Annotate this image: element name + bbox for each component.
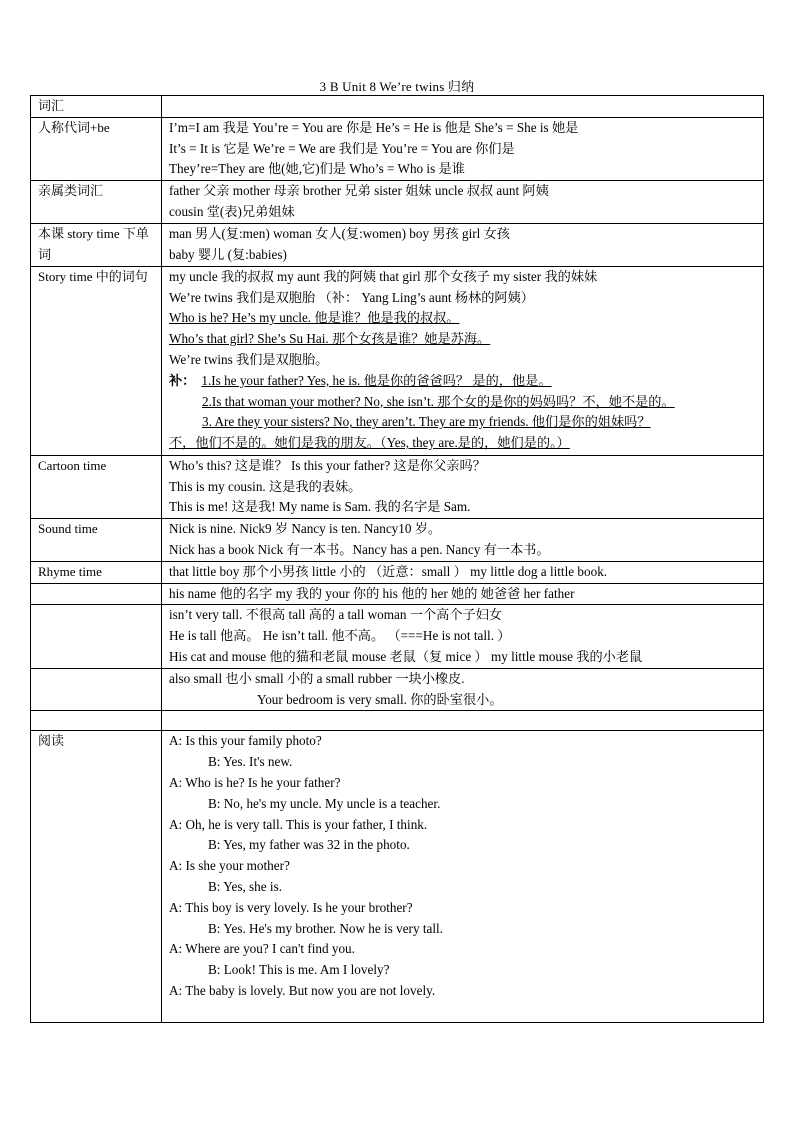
text-line: We’re twins 我们是双胞胎 （补： Yang Ling’s aunt 杨林的阿姨）: [169, 289, 534, 305]
row-content-sound: [162, 519, 764, 562]
text-line: I’m=I am 我是 You’re = You are 你是 He’s = He is 他是 She’s = She is 她是: [169, 119, 579, 135]
dialogue-line: A: Where are you? I can't find you.: [169, 941, 355, 957]
row-content-story-words: [162, 224, 764, 267]
row-content-rhyme: [162, 561, 764, 583]
row-content-empty: [162, 711, 764, 731]
table-row: [31, 519, 764, 562]
summary-table: [30, 95, 764, 1023]
text-line: We’re twins 我们是双胞胎。: [169, 351, 329, 367]
row-content-extra: [162, 668, 764, 711]
row-content-story-sentences: [162, 266, 764, 455]
row-label-empty: [31, 668, 162, 711]
text-line: 不，他们不是的。她们是我的朋友。（Yes, they are.是的，她们是的。）: [169, 435, 570, 451]
table-row: [31, 96, 764, 118]
text-line: This is me! 这是我! My name is Sam. 我的名字是 Sam.: [169, 499, 471, 515]
dialogue-line: B: Look! This is me. Am I lovely?: [208, 962, 390, 978]
row-label-rhyme: Rhyme time: [31, 561, 162, 583]
dialogue-line: A: Is she your mother?: [169, 858, 290, 874]
table-row: [31, 181, 764, 224]
dialogue-line: B: No, he's my uncle. My uncle is a teacher.: [208, 795, 441, 811]
row-content-family: [162, 181, 764, 224]
row-label-sound: Sound time: [31, 519, 162, 562]
row-content-cartoon: [162, 455, 764, 518]
supplement-label: 补：: [169, 372, 196, 388]
dialogue-line: B: Yes, she is.: [208, 878, 283, 894]
dialogue-line: A: This boy is very lovely. Is he your brother?: [169, 899, 413, 915]
text-line: Who is he? He’s my uncle. 他是谁？他是我的叔叔。: [169, 310, 460, 326]
table-row: [31, 711, 764, 731]
text-line: my uncle 我的叔叔 my aunt 我的阿姨 that girl 那个女孩子 my sister 我的妹妹: [169, 268, 598, 284]
text-line: also small 也小 small 小的 a small rubber 一块小橡皮.: [169, 670, 465, 686]
text-line: Nick is nine. Nick9 岁 Nancy is ten. Nancy10 岁。: [169, 521, 442, 537]
text-line: This is my cousin. 这是我的表妹。: [169, 478, 362, 494]
dialogue-line: A: Who is he? Is he your father?: [169, 774, 341, 790]
row-label-reading: 阅读: [31, 731, 162, 1023]
table-row: [31, 561, 764, 583]
text-line: Who’s that girl? She’s Su Hai. 那个女孩是谁？她是苏海。: [169, 331, 491, 347]
text-line: He is tall 他高。 He isn’t tall. 他不高。 （===He is not tall. ）: [169, 628, 511, 644]
dialogue-line: B: Yes. He's my brother. Now he is very tall.: [208, 920, 443, 936]
row-label-empty: [31, 583, 162, 605]
dialogue-line: A: Oh, he is very tall. This is your father, I think.: [169, 816, 428, 832]
row-label-story-words: 本课 story time 下单词: [31, 224, 162, 267]
text-line: Nick has a book Nick 有一本书。Nancy has a pen. Nancy 有一本书。: [169, 541, 550, 557]
text-line: 2.Is that woman your mother? No, she isn’t. 那个女的是你的妈妈吗？不，她不是的。: [202, 393, 675, 409]
row-label-empty: [31, 711, 162, 731]
text-line: It’s = It is 它是 We’re = We are 我们是 You’re = You are 你们是: [169, 140, 515, 156]
row-label-empty: [31, 605, 162, 668]
row-content-extra: [162, 583, 764, 605]
row-label-cartoon: Cartoon time: [31, 455, 162, 518]
text-line: isn’t very tall. 不很高 tall 高的 a tall woman 一个高个子妇女: [169, 607, 503, 623]
dialogue-line: B: Yes, my father was 32 in the photo.: [208, 837, 410, 853]
table-row: [31, 583, 764, 605]
row-label-vocab: 词汇: [31, 96, 162, 118]
row-content-reading: [162, 731, 764, 1023]
dialogue-line: A: The baby is lovely. But now you are not lovely.: [169, 982, 436, 998]
text-line: They’re=They are 他(她,它)们是 Who’s = Who is 是谁: [169, 161, 465, 177]
table-row: [31, 605, 764, 668]
text-line: cousin 堂(表)兄弟姐妹: [169, 203, 295, 219]
row-label-story-sentences: Story time 中的词句: [31, 266, 162, 455]
row-content-vocab: [162, 96, 764, 118]
table-row: [31, 224, 764, 267]
table-row: [31, 455, 764, 518]
text-line: 3. Are they your sisters? No, they aren’t. They are my friends. 他们是你的姐妹吗？: [202, 414, 651, 430]
table-row: [31, 117, 764, 180]
text-line: his name 他的名字 my 我的 your 你的 his 他的 her 她的 她爸爸 her father: [169, 585, 575, 601]
text-line: His cat and mouse 他的猫和老鼠 mouse 老鼠（复 mice ） my little mouse 我的小老鼠: [169, 648, 643, 664]
page-title: 3 B Unit 8 We’re twins 归纳: [319, 79, 475, 94]
table-row: [31, 731, 764, 1023]
row-label-family: 亲属类词汇: [31, 181, 162, 224]
supplement-sentence: 1.Is he your father? Yes, he is. 他是你的爸爸吗？ 是的，他是。: [201, 372, 552, 388]
row-content-extra: [162, 605, 764, 668]
row-label-pronoun: 人称代词+be: [31, 117, 162, 180]
row-content-pronoun: [162, 117, 764, 180]
text-line: Who’s this? 这是谁？ Is this your father? 这是你父亲吗？: [169, 457, 486, 473]
text-line: [169, 371, 763, 392]
table-row: [31, 266, 764, 455]
text-line: man 男人(复:men) woman 女人(复:women) boy 男孩 girl 女孩: [169, 226, 510, 242]
text-line: father 父亲 mother 母亲 brother 兄弟 sister 姐妹 uncle 叔叔 aunt 阿姨: [169, 183, 549, 199]
dialogue-line: B: Yes. It's new.: [208, 754, 293, 770]
text-line: Your bedroom is very small. 你的卧室很小。: [257, 691, 503, 707]
table-row: [31, 668, 764, 711]
text-line: that little boy 那个小男孩 little 小的 （近意：small ） my little dog a little book.: [169, 563, 608, 579]
dialogue-line: A: Is this your family photo?: [169, 733, 322, 749]
text-line: baby 婴儿 (复:babies): [169, 246, 287, 262]
